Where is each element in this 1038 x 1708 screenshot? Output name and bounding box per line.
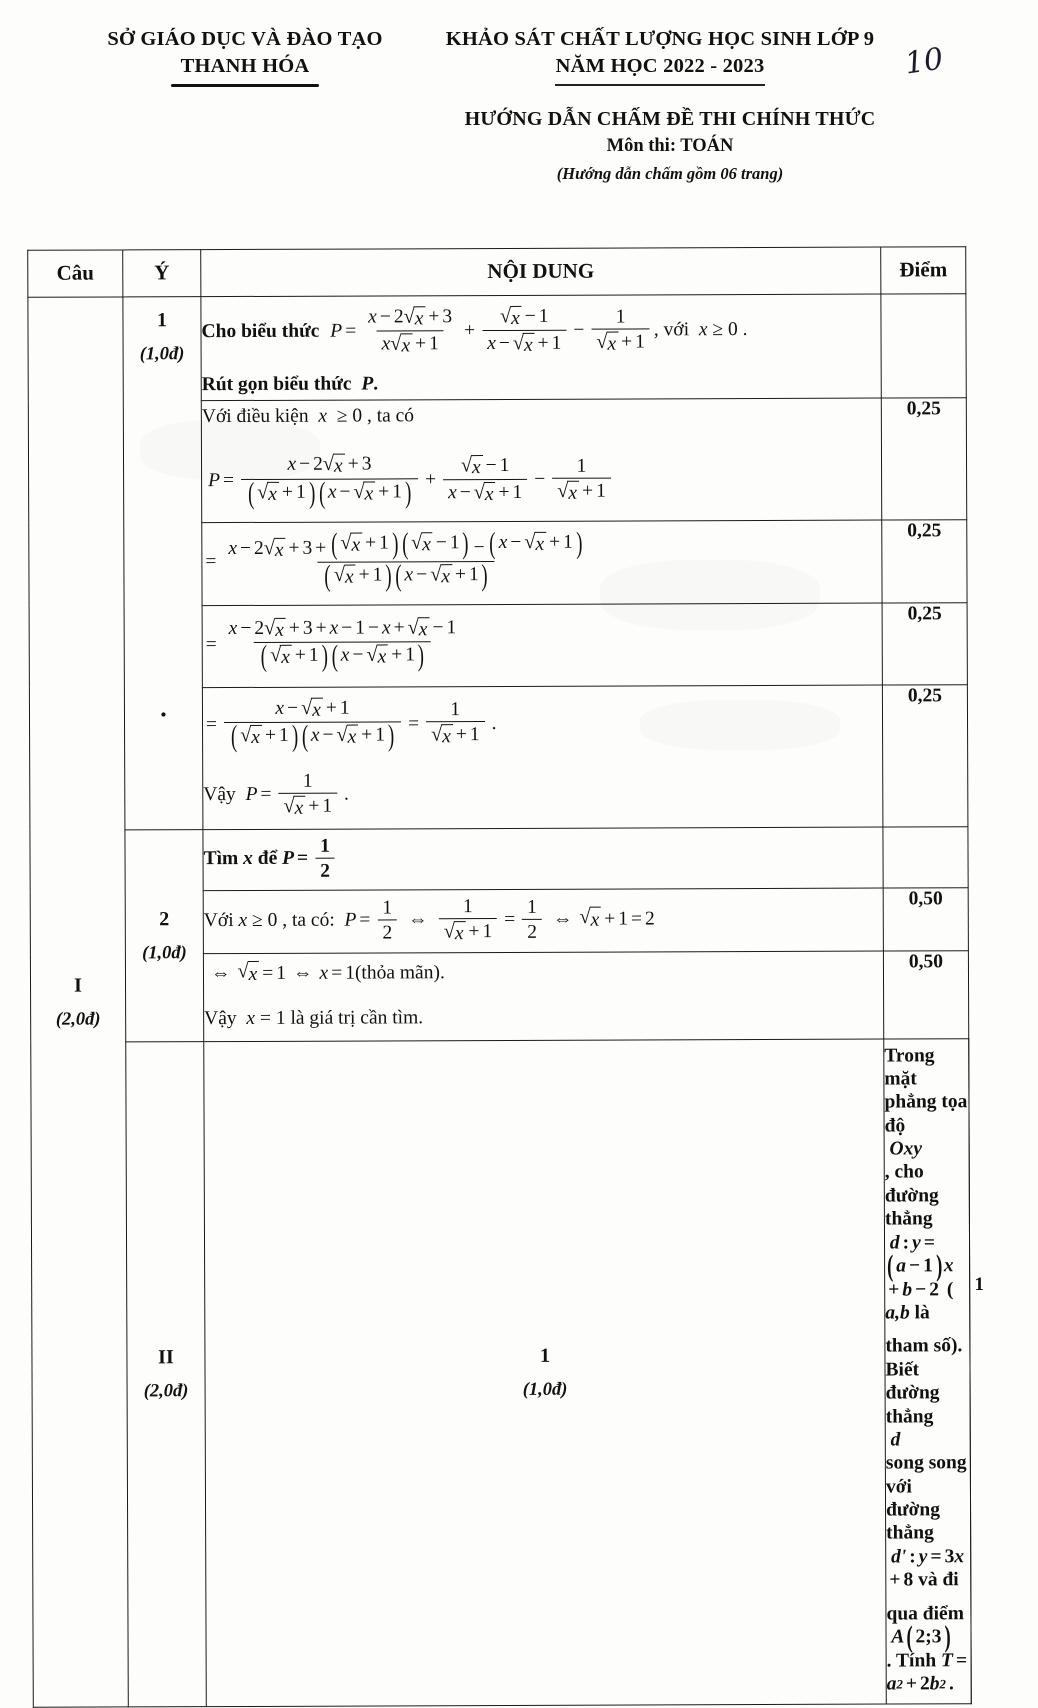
- authority-line-2: THANH HÓA: [180, 55, 310, 78]
- table-row: [30, 827, 968, 892]
- q2-line2-b: song song với đường thẳng: [885, 1452, 967, 1545]
- exam-title: [420, 26, 900, 86]
- prompt-with-text: , với: [653, 319, 690, 341]
- question-number-I: I: [74, 974, 82, 997]
- cell-part-label-I-1: [123, 297, 203, 830]
- question-number-II: II: [158, 1346, 174, 1369]
- task-1-instruction: Rút gọn biểu thức P.: [201, 373, 379, 396]
- conclusion-x-text: = 1 là giá trị cần tìm.: [259, 1007, 424, 1030]
- task-1-label: Rút gọn biểu thức: [201, 373, 352, 396]
- cell-score-2: 0,25: [882, 519, 967, 602]
- guide-block: [420, 108, 920, 184]
- cell-score-empty-statement: [881, 294, 966, 399]
- cell-task-2: [203, 827, 883, 891]
- column-header-diem: Điểm: [881, 247, 966, 294]
- conclusion-label: Vậy: [203, 784, 236, 806]
- guide-title: HƯỚNG DẪN CHẤM ĐỀ THI CHÍNH THỨC: [464, 108, 876, 130]
- q2-line3-a: qua điểm: [886, 1602, 964, 1625]
- answer-key-table: [27, 246, 972, 1708]
- part-number-II-1: 1: [539, 1345, 550, 1368]
- q2-line-3: qua điểm A ( 2;3 ) . Tính T = a 2 + 2 b 2 .: [886, 1602, 968, 1695]
- part-points-I-2: (1,0đ): [142, 942, 187, 963]
- q2-line3-b: . Tính: [886, 1649, 937, 1672]
- column-header-noidung: NỘI DUNG: [201, 247, 881, 297]
- authority-underline: [171, 84, 319, 87]
- prompt-lead-text: Cho biểu thức: [201, 321, 320, 343]
- table-row: [31, 1038, 972, 1707]
- cell-solution-step-3: [202, 603, 882, 688]
- question-points-II: (2,0đ): [143, 1381, 189, 1402]
- thoaman-text: (thỏa mãn).: [354, 962, 445, 984]
- prompt-condition-text: ≥ 0 .: [712, 319, 748, 341]
- cell-score-5: 0,50: [883, 888, 968, 951]
- cell-score-empty-task2: [883, 827, 968, 888]
- condition-line: Với điều kiện x ≥ 0 , ta có: [201, 405, 415, 428]
- equation-step-1: P = x − 2 √ x + 3 ( √ x + 1 ) ( x − √ x + 1 ) + √ x − 1 x − √ x + 1 − 1 √ x + 1: [202, 430, 881, 522]
- column-header-cau: Câu: [28, 250, 123, 297]
- equation-2-step-1: Với x ≥ 0 , ta có: P = $\frac{1}{2}$ ⇔ 1 √ x + 1 = $\frac{1}{2}$ ⇔ √ x + 1 = 2: [203, 896, 655, 945]
- cell-solution-step-1: [201, 398, 881, 522]
- q2-line1-a: Trong mặt phẳng tọa độ: [884, 1044, 968, 1137]
- issuing-authority: [70, 26, 420, 87]
- table-row: [28, 294, 966, 402]
- cell-solution-step-2: [202, 520, 882, 606]
- authority-line-1: SỞ GIÁO DỤC VÀ ĐÀO TẠO: [107, 28, 383, 50]
- equation-step-3: = x − 2 √ x + 3 + x − 1 − x + √ x − 1 ( √ x + 1 ) ( x − √ x + 1 ): [205, 616, 457, 673]
- cell-score-1: 0,25: [881, 398, 966, 520]
- cell-solution-2-step-1: [203, 888, 883, 954]
- conclusion-x: Vậy x = 1 là giá trị cần tìm.: [204, 991, 883, 1041]
- cell-question-label-II: [126, 1041, 207, 1707]
- exam-title-underline: [555, 84, 765, 86]
- page-count-note: (Hướng dẫn chấm gồm 06 trang): [556, 164, 784, 183]
- pencil-dot-mark: .: [160, 693, 167, 723]
- q2-line1-c: là: [914, 1302, 930, 1324]
- cell-part-label-I-2: [125, 830, 204, 1042]
- step2-mid: ≥ 0 , ta có:: [251, 910, 335, 932]
- equation-2-step-2: ⇔ √ x = 1 ⇔ x = 1 (thỏa mãn).: [204, 952, 883, 994]
- question-points-I: (2,0đ): [55, 1009, 101, 1030]
- task-2-lead: Tìm: [203, 848, 239, 870]
- page-number: 1: [974, 1274, 984, 1295]
- cell-solution-2-step-2: [203, 951, 883, 1041]
- cell-solution-step-4: [202, 685, 883, 830]
- task-2-mid: để: [257, 848, 278, 870]
- part-points-II-1: (1,0đ): [522, 1379, 568, 1401]
- exam-title-line-2: NĂM HỌC 2022 - 2023: [555, 55, 765, 78]
- exam-title-line-1: KHẢO SÁT CHẤT LƯỢNG HỌC SINH LỚP 9: [445, 28, 875, 50]
- cell-score-3: 0,25: [882, 602, 967, 684]
- task-2-instruction: Tìm x để P = $\frac{1}{2}$: [203, 827, 882, 890]
- cell-score-6: 0,50: [883, 951, 968, 1039]
- q2-line2-c: và đi: [918, 1569, 959, 1591]
- conclusion-label-2: Vậy: [204, 1008, 237, 1030]
- document-header: [0, 0, 1038, 200]
- part-points-I-1: (1,0đ): [139, 344, 185, 365]
- conclusion-P: Vậy P = 1 √ x + 1 .: [203, 770, 349, 819]
- cell-part-label-II-1: [204, 1039, 887, 1707]
- equation-step-2: = x − 2 √ x + 3 + ( √ x + 1 ) ( √ x − 1 ) − ( x − √ x + 1 ) ( √ x + 1 ) ( x − √ x + 1 ): [205, 525, 583, 593]
- q2-line2-a: tham số). Biết đường thẳng: [885, 1335, 963, 1428]
- table-header-row: [28, 247, 966, 298]
- handwritten-page-mark: 10: [902, 41, 946, 82]
- cell-score-4: 0,25: [882, 684, 968, 827]
- q2-line-1: Trong mặt phẳng tọa độ Oxy , cho đường thẳng d : y = ( a − 1 ) x + b − 2 ( a,b là: [884, 1044, 968, 1324]
- problem-statement-expression: Cho biểu thức P = x − 2 √ x + 3 x √ x + 1 + √ x − 1 x − √ x + 1 − 1 √ x + 1 , với x ≥ 0 .: [201, 305, 748, 357]
- part-number-I-1: 1: [156, 309, 168, 332]
- subject-line: Môn thi: TOÁN: [606, 136, 734, 156]
- cell-question-label-I: [28, 297, 128, 1708]
- q2-line1-b: , cho đường thẳng: [884, 1161, 939, 1230]
- q2-line-2: tham số). Biết đường thẳng d song song với đường thẳng d' : y = 3 x + 8 và đi: [885, 1327, 970, 1595]
- cell-problem-statement-II: [884, 1038, 972, 1704]
- step2-lead: Với: [203, 910, 234, 932]
- equation-step-4: = x − √ x + 1 ( √ x + 1 ) ( x − √ x + 1 ) = 1 √ x + 1 .: [205, 696, 497, 753]
- condition-lead-text: Với điều kiện: [201, 406, 309, 428]
- condition-tail-text: ≥ 0 , ta có: [336, 405, 415, 427]
- cell-problem-statement-I: [201, 294, 881, 401]
- part-number-I-2: 2: [159, 907, 170, 930]
- column-header-y: Ý: [123, 250, 201, 297]
